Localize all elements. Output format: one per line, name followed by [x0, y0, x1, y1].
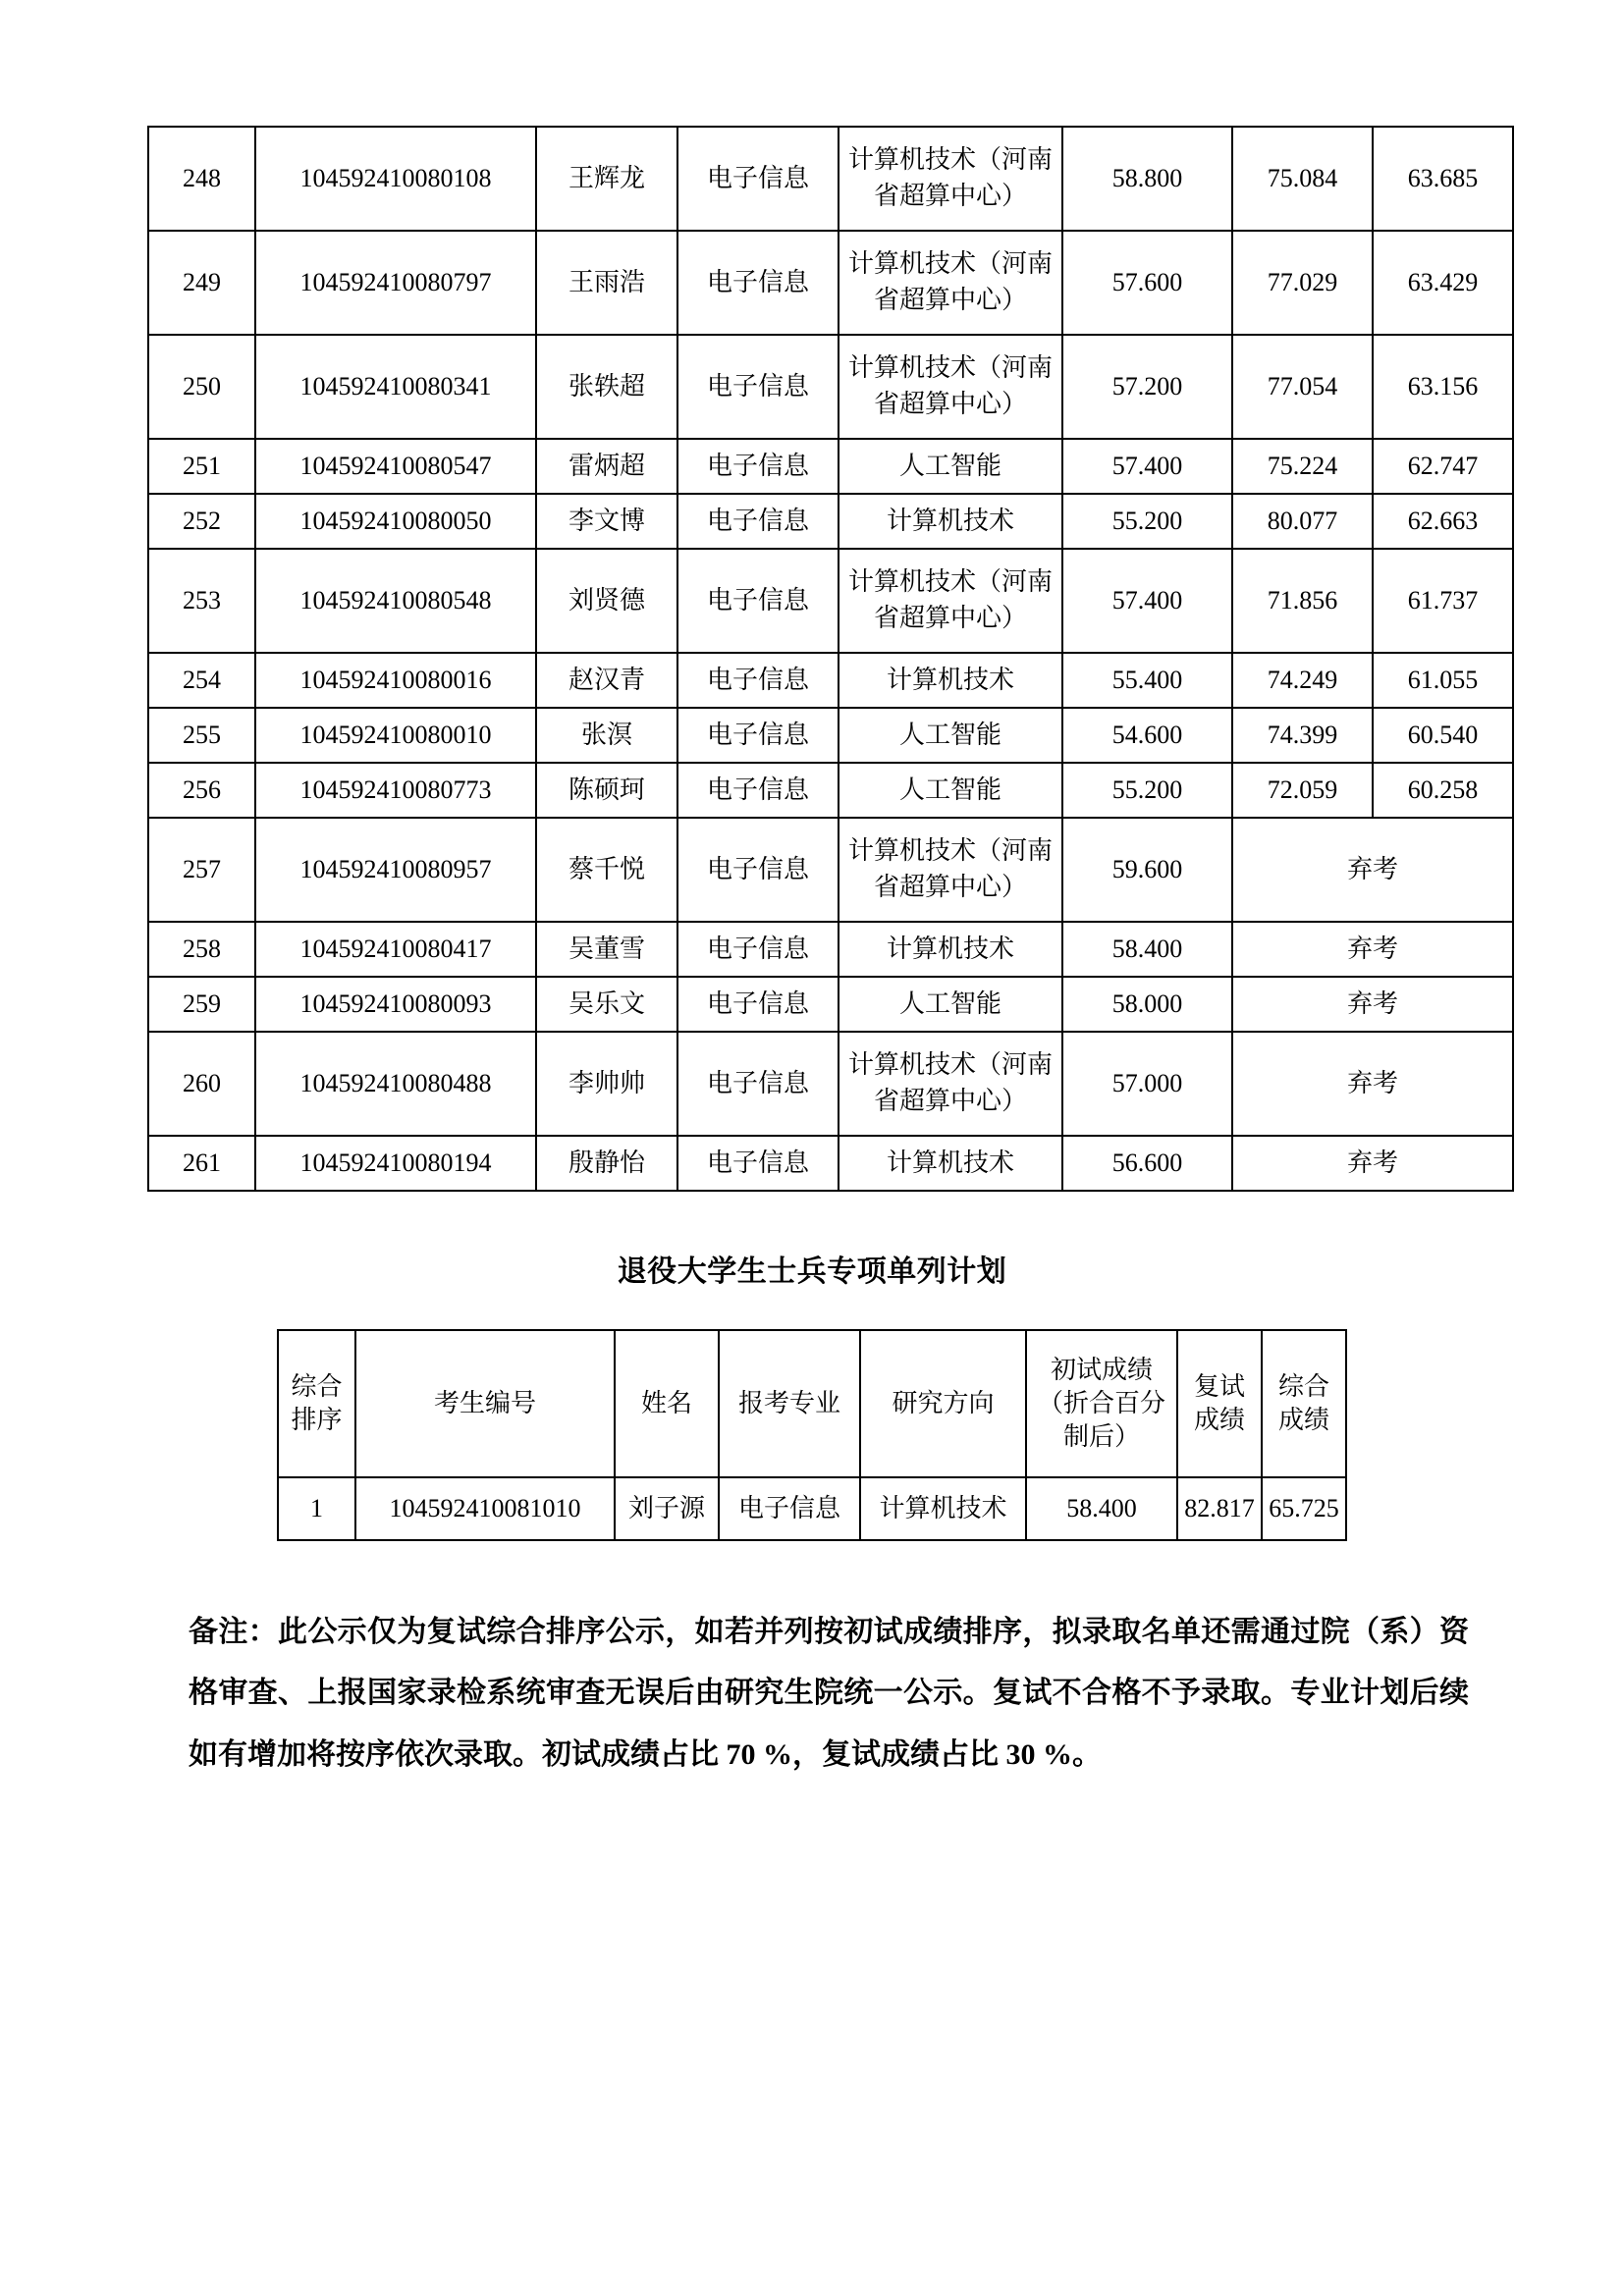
header-first-line2: （折合百分 [1037, 1388, 1165, 1417]
cell-rank: 254 [148, 653, 255, 708]
cell-major: 电子信息 [677, 494, 839, 549]
cell-rank: 249 [148, 231, 255, 335]
cell-retest-score: 77.029 [1232, 231, 1373, 335]
cell-major: 电子信息 [677, 763, 839, 818]
cell-name: 吴乐文 [536, 977, 677, 1032]
cell-name: 王雨浩 [536, 231, 677, 335]
cell-candidate-id: 104592410080548 [255, 549, 536, 653]
cell-first-score: 54.600 [1062, 708, 1232, 763]
cell-direction [839, 335, 1062, 439]
cell-candidate-id: 104592410080016 [255, 653, 536, 708]
cell-major: 电子信息 [719, 1477, 860, 1540]
cell-rank: 255 [148, 708, 255, 763]
cell-rank: 252 [148, 494, 255, 549]
direction-text: 计算机技术（河南省超算中心） [847, 249, 1053, 314]
direction-text: 计算机技术 [886, 506, 1014, 535]
cell-direction [839, 653, 1062, 708]
cell-direction [839, 818, 1062, 922]
cell-first-score: 55.400 [1062, 653, 1232, 708]
cell-first-score: 58.400 [1026, 1477, 1177, 1540]
remarks-label: 备注： [189, 1616, 278, 1648]
cell-major: 电子信息 [677, 977, 839, 1032]
cell-candidate-id: 104592410080547 [255, 439, 536, 494]
header-name: 姓名 [615, 1330, 719, 1477]
cell-major: 电子信息 [677, 653, 839, 708]
cell-candidate-id: 104592410080488 [255, 1032, 536, 1136]
table-row [148, 335, 1513, 439]
cell-candidate-id: 104592410080050 [255, 494, 536, 549]
cell-absent-status: 弃考 [1232, 1136, 1513, 1191]
table-row [148, 763, 1513, 818]
cell-direction [839, 127, 1062, 231]
cell-first-score: 55.200 [1062, 763, 1232, 818]
cell-name: 蔡千悦 [536, 818, 677, 922]
direction-text: 计算机技术（河南省超算中心） [847, 836, 1053, 901]
cell-retest-score: 77.054 [1232, 335, 1373, 439]
cell-name: 李帅帅 [536, 1032, 677, 1136]
table-header-row [278, 1330, 1346, 1477]
table-row [148, 708, 1513, 763]
direction-text: 计算机技术（河南省超算中心） [847, 353, 1053, 418]
cell-name: 刘子源 [615, 1477, 719, 1540]
cell-total-score: 61.737 [1373, 549, 1513, 653]
cell-candidate-id: 104592410080341 [255, 335, 536, 439]
cell-first-score: 57.600 [1062, 231, 1232, 335]
spacer [147, 1192, 1477, 1247]
header-direction: 研究方向 [860, 1330, 1026, 1477]
direction-text: 计算机技术 [886, 1148, 1014, 1177]
veteran-table-container [147, 1329, 1477, 1541]
table-row [148, 231, 1513, 335]
cell-total-score: 63.156 [1373, 335, 1513, 439]
cell-total-score: 62.747 [1373, 439, 1513, 494]
header-first-score [1026, 1330, 1177, 1477]
table-row [148, 1032, 1513, 1136]
cell-total-score: 61.055 [1373, 653, 1513, 708]
header-rank-line2: 排序 [291, 1406, 343, 1434]
cell-first-score: 57.400 [1062, 549, 1232, 653]
cell-major: 电子信息 [677, 708, 839, 763]
cell-rank: 248 [148, 127, 255, 231]
table-row [148, 922, 1513, 977]
cell-retest-score: 80.077 [1232, 494, 1373, 549]
table-row [148, 439, 1513, 494]
cell-rank: 260 [148, 1032, 255, 1136]
table-row [148, 1136, 1513, 1191]
cell-retest-score: 75.084 [1232, 127, 1373, 231]
cell-candidate-id: 104592410080773 [255, 763, 536, 818]
header-first-line1: 初试成绩 [1050, 1355, 1153, 1384]
cell-retest-score: 72.059 [1232, 763, 1373, 818]
table-row [148, 549, 1513, 653]
cell-first-score: 57.000 [1062, 1032, 1232, 1136]
cell-absent-status: 弃考 [1232, 818, 1513, 922]
cell-first-score: 57.400 [1062, 439, 1232, 494]
cell-direction [839, 549, 1062, 653]
remarks-paragraph [147, 1602, 1477, 1786]
header-retest-line1: 复试 [1193, 1371, 1245, 1401]
direction-text: 计算机技术（河南省超算中心） [847, 1050, 1053, 1115]
cell-name: 张溟 [536, 708, 677, 763]
cell-total-score: 60.258 [1373, 763, 1513, 818]
veteran-plan-table [277, 1329, 1347, 1541]
cell-name: 王辉龙 [536, 127, 677, 231]
header-retest-line2: 成绩 [1193, 1406, 1245, 1434]
cell-rank: 253 [148, 549, 255, 653]
direction-text: 计算机技术 [886, 934, 1014, 963]
cell-first-score: 59.600 [1062, 818, 1232, 922]
cell-name: 李文博 [536, 494, 677, 549]
cell-retest-score: 74.249 [1232, 653, 1373, 708]
cell-rank: 259 [148, 977, 255, 1032]
cell-rank: 1 [278, 1477, 355, 1540]
cell-direction: 计算机技术 [860, 1477, 1026, 1540]
cell-direction [839, 1032, 1062, 1136]
cell-absent-status: 弃考 [1232, 1032, 1513, 1136]
cell-rank: 256 [148, 763, 255, 818]
table-row [148, 127, 1513, 231]
cell-name: 殷静怡 [536, 1136, 677, 1191]
cell-name: 赵汉青 [536, 653, 677, 708]
header-rank-line1: 综合 [291, 1371, 343, 1401]
cell-rank: 250 [148, 335, 255, 439]
cell-direction [839, 763, 1062, 818]
spacer [147, 1290, 1477, 1329]
cell-direction [839, 708, 1062, 763]
cell-major: 电子信息 [677, 1032, 839, 1136]
header-rank [278, 1330, 355, 1477]
cell-major: 电子信息 [677, 549, 839, 653]
cell-direction [839, 922, 1062, 977]
cell-candidate-id: 104592410080194 [255, 1136, 536, 1191]
table-row [278, 1477, 1346, 1540]
cell-first-score: 58.000 [1062, 977, 1232, 1032]
cell-first-score: 56.600 [1062, 1136, 1232, 1191]
cell-retest-score: 74.399 [1232, 708, 1373, 763]
cell-first-score: 57.200 [1062, 335, 1232, 439]
cell-retest-score: 82.817 [1177, 1477, 1262, 1540]
cell-direction [839, 439, 1062, 494]
cell-candidate-id: 104592410080108 [255, 127, 536, 231]
cell-total-score: 63.429 [1373, 231, 1513, 335]
cell-total-score: 60.540 [1373, 708, 1513, 763]
cell-total-score: 62.663 [1373, 494, 1513, 549]
cell-name: 雷炳超 [536, 439, 677, 494]
cell-candidate-id: 104592410080093 [255, 977, 536, 1032]
cell-major: 电子信息 [677, 335, 839, 439]
cell-name: 刘贤德 [536, 549, 677, 653]
cell-candidate-id: 104592410080417 [255, 922, 536, 977]
direction-text: 人工智能 [898, 720, 1001, 749]
cell-candidate-id: 104592410080797 [255, 231, 536, 335]
cell-rank: 258 [148, 922, 255, 977]
cell-candidate-id: 104592410080957 [255, 818, 536, 922]
cell-major: 电子信息 [677, 231, 839, 335]
table-row [148, 494, 1513, 549]
header-first-line3: 制后） [1062, 1422, 1140, 1452]
header-total-score [1262, 1330, 1346, 1477]
direction-text: 计算机技术 [886, 665, 1014, 694]
cell-direction [839, 977, 1062, 1032]
cell-direction [839, 494, 1062, 549]
cell-retest-score: 75.224 [1232, 439, 1373, 494]
cell-direction [839, 231, 1062, 335]
cell-major: 电子信息 [677, 439, 839, 494]
table-row [148, 977, 1513, 1032]
spacer [147, 1541, 1477, 1602]
header-major: 报考专业 [719, 1330, 860, 1477]
cell-first-score: 58.800 [1062, 127, 1232, 231]
cell-retest-score: 71.856 [1232, 549, 1373, 653]
cell-direction [839, 1136, 1062, 1191]
cell-major: 电子信息 [677, 127, 839, 231]
direction-text: 人工智能 [898, 988, 1001, 1018]
direction-text: 人工智能 [898, 451, 1001, 480]
cell-absent-status: 弃考 [1232, 977, 1513, 1032]
cell-rank: 257 [148, 818, 255, 922]
cell-name: 张轶超 [536, 335, 677, 439]
cell-major: 电子信息 [677, 922, 839, 977]
cell-candidate-id: 104592410080010 [255, 708, 536, 763]
table-row [148, 818, 1513, 922]
cell-major: 电子信息 [677, 818, 839, 922]
cell-rank: 251 [148, 439, 255, 494]
direction-text: 人工智能 [898, 774, 1001, 804]
cell-major: 电子信息 [677, 1136, 839, 1191]
direction-text: 计算机技术（河南省超算中心） [847, 145, 1053, 210]
table-row [148, 653, 1513, 708]
header-total-line1: 综合 [1277, 1371, 1329, 1401]
cell-total-score: 65.725 [1262, 1477, 1346, 1540]
cell-candidate-id: 104592410081010 [355, 1477, 615, 1540]
cell-name: 吴董雪 [536, 922, 677, 977]
direction-text: 计算机技术（河南省超算中心） [847, 567, 1053, 632]
cell-total-score: 63.685 [1373, 127, 1513, 231]
cell-absent-status: 弃考 [1232, 922, 1513, 977]
veteran-plan-title: 退役大学生士兵专项单列计划 [617, 1255, 1007, 1288]
header-candidate-id: 考生编号 [355, 1330, 615, 1477]
admission-results-table [147, 126, 1514, 1192]
cell-rank: 261 [148, 1136, 255, 1191]
cell-name: 陈硕珂 [536, 763, 677, 818]
cell-first-score: 58.400 [1062, 922, 1232, 977]
header-total-line2: 成绩 [1277, 1406, 1329, 1434]
remarks-body: 此公示仅为复试综合排序公示，如若并列按初试成绩排序，拟录取名单还需通过院（系）资格审查、上报国家录检系统审查无误后由研究生院统一公示。复试不合格不予录取。专业计划后续如有增加将按序依次录取。初试成绩占比 70 %，复试成绩占比 30 %。 [189, 1616, 1469, 1771]
header-retest-score [1177, 1330, 1262, 1477]
cell-first-score: 55.200 [1062, 494, 1232, 549]
